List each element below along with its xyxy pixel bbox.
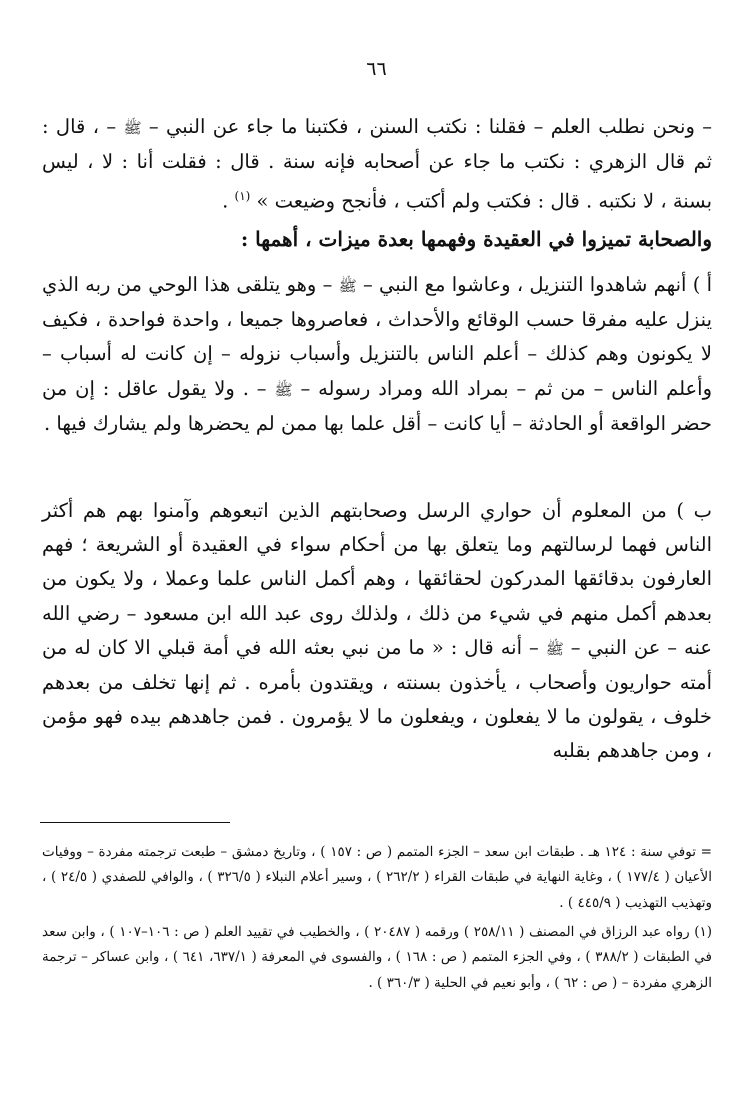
section-heading: والصحابة تميزوا في العقيدة وفهمها بعدة ميزات ، أهمها :: [240, 227, 712, 251]
footnote-1: (١) رواه عبد الرزاق في المصنف ( ٢٥٨/١١ ) ورقمه ( ٢٠٤٨٧ ) ، والخطيب في تقييد العلم ( ص : ١٠٦–١٠٧ ) ، وابن سعد في الطبقات ( ٣٨٨/٢ ) ، وفي الجزء المتمم ( ص : ١٦٨ ) ، والفسوى في المعرفة ( ٦٣٧/١، ٦٤١ ) ، وابن عساكر – ترجمة الزهري مفردة – ( ص : ٦٢ ) ، وأبو نعيم في الحلية ( ٣٦٠/٣ ) .: [42, 924, 713, 991]
paragraph-a-text-3: – . ولا يقول عاقل : إن من حضر الواقعة أو الحادثة – أيا كانت – أقل علما بها ممن لم يحضرها ولم يشارك فيها .: [42, 376, 712, 435]
intro-text-1: – ونحن نطلب العلم – فقلنا : نكتب السنن ، فكتبنا ما جاء عن النبي –: [141, 115, 712, 138]
intro-paragraph: [42, 110, 712, 219]
footnote-continuation: = توفي سنة : ١٢٤ هـ . طبقات ابن سعد – الجزء المتمم ( ص : ١٥٧ ) ، وتاريخ دمشق – طبعت ترجمته مفردة – ووفيات الأعيان ( ١٧٧/٤ ) ، وغاية النهاية في طبقات القراء ( ٢٦٢/٢ ) ، وسير أعلام النبلاء ( ٣٢٦/٥ ) ، والوافي للصفدي ( ٢٤/٥ ) ، وتهذيب التهذيب ( ٤٤٥/٩ ) .: [42, 844, 712, 911]
salutation-glyph: ﷺ: [338, 277, 357, 295]
paragraph-b-text-2: – أنه قال : « ما من نبي بعثه الله في أمة قبلي الا كان له من أمته حواريون وأصحاب ، يأخذون بسنته ، ويقتدون بأمره . ثم إنها تخلف من بعدهم خلوف ، يقولون ما لا يفعلون ، ويفعلون ما لا يؤمرون . فمن جاهدهم بيده فهو مؤمن ، ومن جاهدهم بقلبه: [42, 635, 712, 763]
footnote-reference: (١): [234, 189, 251, 204]
paragraph-a-text-2: – وهو يتلقى هذا الوحي من ربه الذي ينزل عليه مفرقا حسب الوقائع والأحداث ، فعاصروها جميعا ، واحدة فواحدة ، فكيف لا يكونون وهم كذلك – أعلم الناس بالتنزيل وأسباب نزوله – إن كانت له أسباب – وأعلم الناس – من ثم – بمراد الله ومراد رسوله –: [42, 273, 712, 400]
intro-text-3: .: [222, 189, 235, 213]
paragraph-b-text-1: ب ) من المعلوم أن حواري الرسل وصحابتهم الذين اتبعوهم وآمنوا بهم هم أكثر الناس فهما لرسالتهم وما يتعلق بها من أحكام سواء في العقيدة أو الشريعة ؛ فهم العارفون بدقائقها المدركون لحقائقها ، وهم أكمل الناس علما وعملا ، ولا يكون من بعدهم أكمل منهم في شيء من ذلك ، ولذلك روى عبد الله ابن مسعود – رضي الله عنه – عن النبي –: [42, 499, 713, 659]
paragraph-a-text-1: أ ) أنهم شاهدوا التنزيل ، وعاشوا مع النبي –: [356, 273, 713, 296]
intro-text-2: – ، قال : ثم قال الزهري : نكتب ما جاء عن أصحابه فإنه سنة . قال : فقلت أنا : لا ، ليس بسنة ، لا نكتبه . قال : فكتب ولم أكتب ، فأنجح وضيعت »: [42, 115, 712, 213]
salutation-glyph: ﷺ: [274, 380, 293, 399]
paragraph-b: [42, 494, 712, 769]
salutation-glyph: ﷺ: [545, 639, 564, 658]
salutation-glyph: ﷺ: [123, 119, 142, 137]
footnote-divider: [40, 822, 230, 823]
paragraph-a: [42, 268, 712, 441]
page-number: ٦٦: [366, 58, 387, 80]
